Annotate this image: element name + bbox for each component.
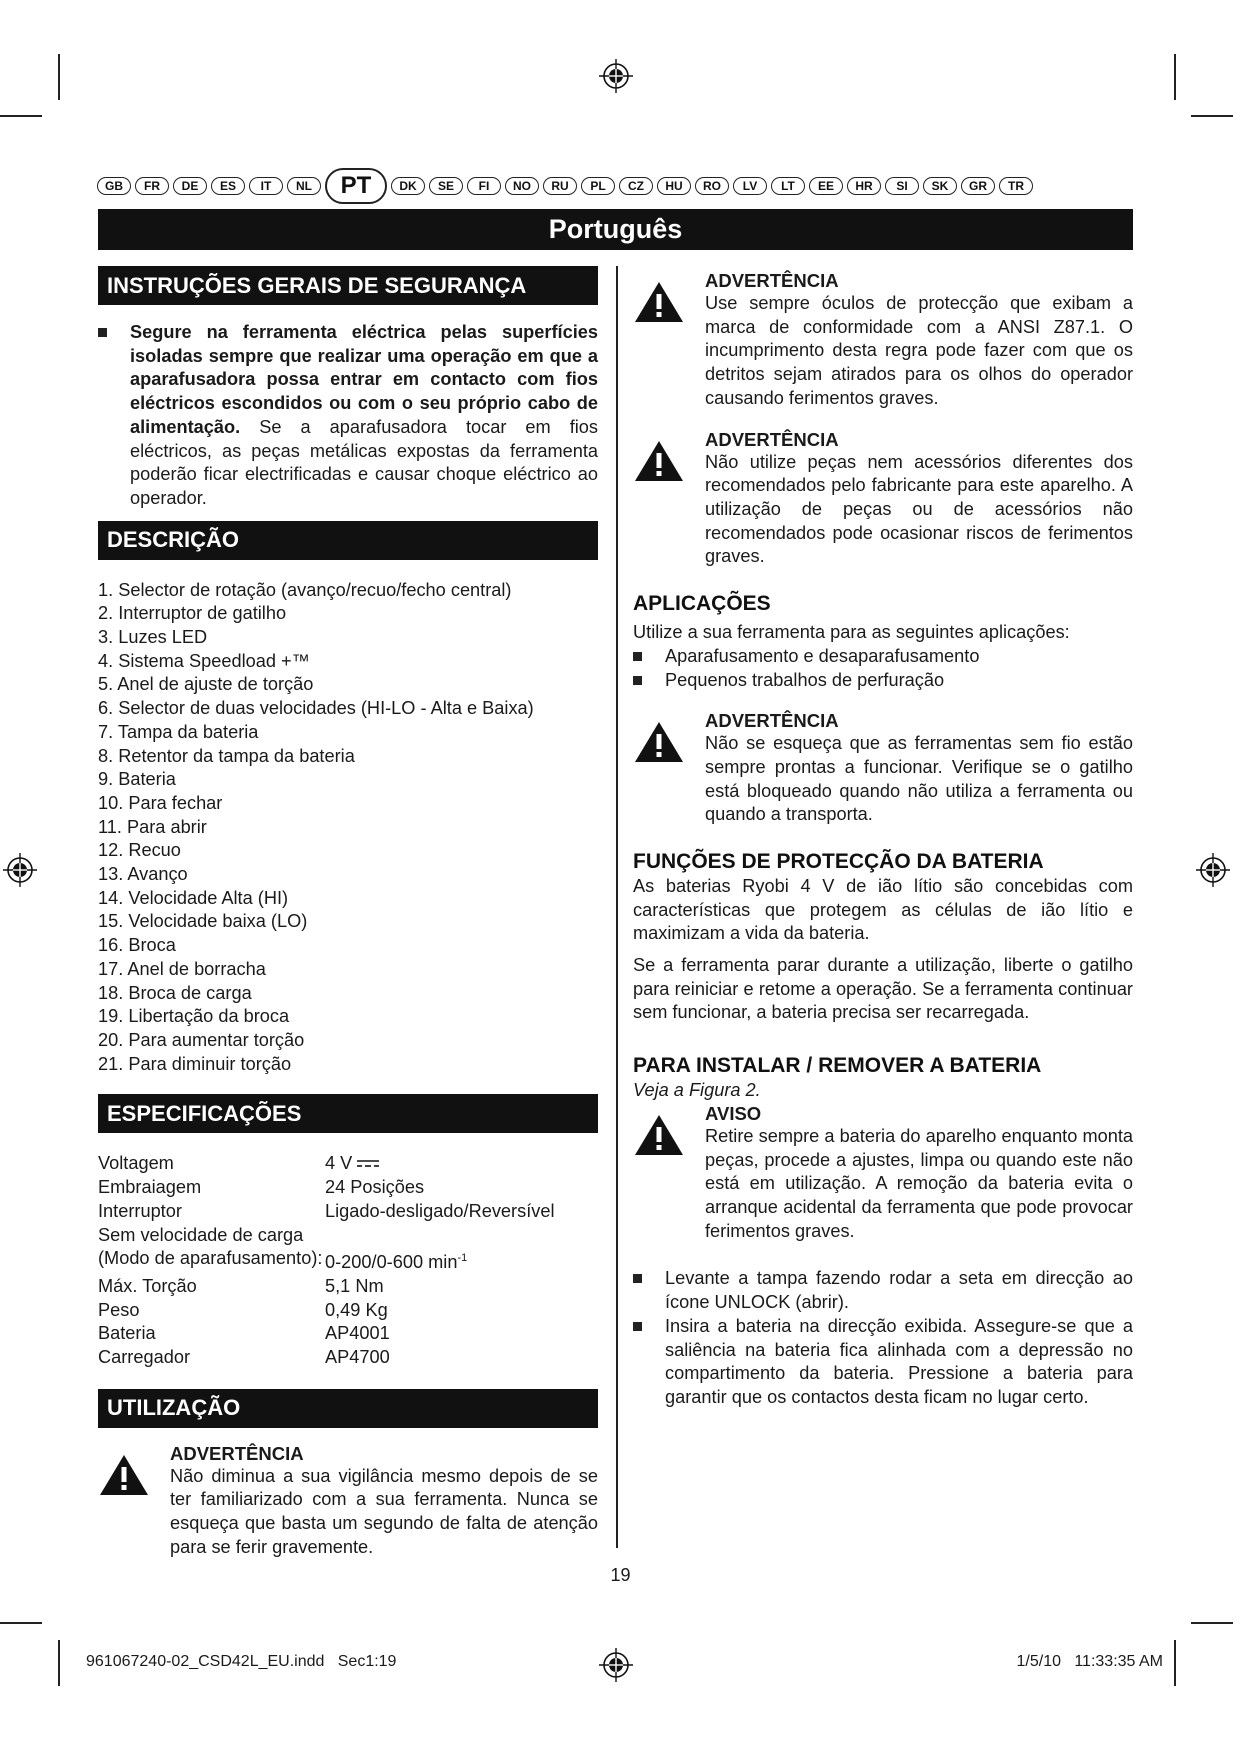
spec-value <box>325 1346 598 1370</box>
spec-value <box>325 1247 598 1275</box>
application-item-text: Pequenos trabalhos de perfuração <box>665 670 945 691</box>
spec-value <box>325 1224 598 1248</box>
language-si: SI <box>885 177 919 195</box>
spec-row <box>98 1247 598 1275</box>
left-column <box>98 266 598 1560</box>
description-item: 19. Libertação da broca <box>98 1006 290 1027</box>
spec-label: Carregador <box>98 1347 190 1368</box>
page-title: Português <box>98 209 1133 250</box>
warning-triangle-icon <box>633 429 705 570</box>
description-item: 6. Selector de duas velocidades (HI-LO - Alta e Baixa) <box>98 698 534 719</box>
description-item: 2. Interruptor de gatilho <box>98 603 287 624</box>
warning-triangle-icon <box>633 710 705 827</box>
bullet-square-icon <box>633 1315 665 1410</box>
language-selector <box>97 166 1137 206</box>
spec-row <box>98 1224 598 1248</box>
language-tr: TR <box>999 177 1033 195</box>
language-hr: HR <box>847 177 881 195</box>
specs-table <box>98 1152 598 1369</box>
spec-value <box>325 1275 598 1299</box>
language-hu: HU <box>657 177 691 195</box>
language-ro: RO <box>695 177 729 195</box>
spec-value <box>325 1176 598 1200</box>
language-ru: RU <box>543 177 577 195</box>
spec-label: Sem velocidade de carga <box>98 1224 304 1245</box>
spec-label: Interruptor <box>98 1200 182 1221</box>
spec-superscript: -1 <box>457 1252 468 1265</box>
language-cz: CZ <box>619 177 653 195</box>
install-warning <box>633 1103 1133 1244</box>
warning-triangle-icon <box>633 1103 705 1244</box>
dc-current-icon <box>356 1157 380 1169</box>
language-gb: GB <box>97 177 131 195</box>
spec-row <box>98 1200 598 1224</box>
spec-value <box>325 1299 598 1323</box>
description-item: 13. Avanço <box>98 864 188 885</box>
spec-value-text: 0,49 Kg <box>325 1299 388 1320</box>
spec-row <box>98 1299 598 1323</box>
language-pt: PT <box>325 168 387 204</box>
safety-text: Se a aparafusadora tocar em fios eléctricos, as peças metálicas expostas da ferramenta poderão ficar electrificadas e causar choque eléctrico ao operador. <box>130 416 598 508</box>
warning-text: Não se esqueça que as ferramentas sem fio estão sempre prontas a funcionar. Verifique se o gatilho está bloqueado quando não utiliza a ferramenta ou quando a transporta. <box>705 733 1133 825</box>
language-fr: FR <box>135 177 169 195</box>
description-list <box>98 579 598 1077</box>
application-item <box>633 645 1133 670</box>
warning-eye-protection <box>633 270 1133 411</box>
description-item: 21. Para diminuir torção <box>98 1053 292 1074</box>
specs-heading: ESPECIFICAÇÕES <box>98 1094 598 1133</box>
battery-protection-p1: As baterias Ryobi 4 V de ião lítio são concebidas com características que protegem as células de ião lítio e maximizam a vida da bateria. <box>633 875 1133 944</box>
usage-warning-label: ADVERTÊNCIA <box>170 1442 304 1464</box>
spec-value <box>325 1152 598 1176</box>
safety-bold-text: Segure na ferramenta eléctrica pelas superfícies isoladas sempre que realizar uma operação em que a aparafusadora possa entrar em contacto com fios eléctricos escondidos ou com o seu próprio cabo de alimentação. <box>130 322 598 437</box>
warning-label: AVISO <box>705 1102 762 1124</box>
warning-text: Use sempre óculos de protecção que exibam a marca de conformidade com a ANSI Z87.1. O incumprimento desta regra pode fazer com que os detritos sejam atirados para os olhos do operador causando ferimentos graves. <box>705 293 1133 408</box>
description-item: 14. Velocidade Alta (HI) <box>98 887 289 908</box>
usage-warning-text: Não diminua a sua vigilância mesmo depois de se ter familiarizado com a sua ferramenta. Nunca se esqueça que basta um segundo de falta de atenção para se ferir gravemente. <box>170 1465 598 1557</box>
usage-heading: UTILIZAÇÃO <box>98 1389 598 1428</box>
column-divider <box>616 266 618 1548</box>
language-es: ES <box>211 177 245 195</box>
install-step-text: Insira a bateria na direcção exibida. Assegure-se que a saliência na bateria fica alinhada com a depressão no compartimento da bateria. Pressione a bateria para garantir que os contactos desta ficam no lugar certo. <box>665 1315 1133 1407</box>
footer-timestamp: 1/5/10 11:33:35 AM <box>1016 1653 1163 1670</box>
language-dk: DK <box>391 177 425 195</box>
description-item: 5. Anel de ajuste de torção <box>98 674 314 695</box>
spec-value-text: 4 V <box>325 1153 353 1174</box>
warning-label: ADVERTÊNCIA <box>705 428 839 450</box>
applications-intro: Utilize a sua ferramenta para as seguintes aplicações: <box>633 622 1070 643</box>
language-de: DE <box>173 177 207 195</box>
description-item: 3. Luzes LED <box>98 627 208 648</box>
language-nl: NL <box>287 177 321 195</box>
spec-value-text: Ligado-desligado/Reversível <box>325 1200 555 1221</box>
install-steps <box>633 1267 1133 1409</box>
usage-warning <box>98 1443 598 1560</box>
install-step <box>633 1267 1133 1314</box>
language-ee: EE <box>809 177 843 195</box>
bullet-square-icon <box>633 1267 665 1314</box>
language-lv: LV <box>733 177 767 195</box>
spec-label: Bateria <box>98 1323 156 1344</box>
description-item: 18. Broca de carga <box>98 982 252 1003</box>
safety-bullet <box>98 321 598 511</box>
spec-label: Voltagem <box>98 1153 174 1174</box>
install-step-text: Levante a tampa fazendo rodar a seta em direcção ao ícone UNLOCK (abrir). <box>665 1268 1133 1313</box>
bullet-square-icon <box>633 669 665 694</box>
spec-value-text: 0-200/0-600 min <box>325 1252 458 1273</box>
warning-accessories <box>633 429 1133 570</box>
spec-row <box>98 1275 598 1299</box>
language-se: SE <box>429 177 463 195</box>
description-item: 10. Para fechar <box>98 792 223 813</box>
right-column <box>633 270 1133 1410</box>
description-item: 15. Velocidade baixa (LO) <box>98 911 308 932</box>
bullet-square-icon <box>98 321 130 511</box>
applications-list <box>633 645 1133 694</box>
battery-protection-p2: Se a ferramenta parar durante a utilização, liberte o gatilho para reiniciar e retome a operação. Se a ferramenta continuar sem funcionar, a bateria precisa ser recarregada. <box>633 955 1133 1023</box>
language-no: NO <box>505 177 539 195</box>
description-item: 16. Broca <box>98 935 176 956</box>
registration-mark-icon <box>1196 853 1230 887</box>
description-item: 12. Recuo <box>98 840 181 861</box>
spec-label: Peso <box>98 1299 140 1320</box>
registration-mark-icon <box>599 1648 633 1682</box>
language-it: IT <box>249 177 283 195</box>
warning-cordless-ready <box>633 710 1133 827</box>
language-gr: GR <box>961 177 995 195</box>
language-fi: FI <box>467 177 501 195</box>
page-number: 19 <box>610 1565 631 1585</box>
spec-value-text: AP4700 <box>325 1347 390 1368</box>
registration-mark-icon <box>599 59 633 93</box>
spec-value-text: AP4001 <box>325 1323 390 1344</box>
install-step <box>633 1315 1133 1410</box>
spec-label: Embraiagem <box>98 1177 202 1198</box>
warning-label: ADVERTÊNCIA <box>705 270 839 291</box>
spec-row <box>98 1346 598 1370</box>
spec-label: (Modo de aparafusamento): <box>98 1248 323 1269</box>
description-item: 11. Para abrir <box>98 816 207 837</box>
description-item: 4. Sistema Speedload +™ <box>98 650 310 671</box>
spec-value-text: 24 Posições <box>325 1177 425 1198</box>
warning-label: ADVERTÊNCIA <box>705 710 839 732</box>
footer-file-info: 961067240-02_CSD42L_EU.indd Sec1:19 <box>86 1653 397 1670</box>
description-item: 1. Selector de rotação (avanço/recuo/fecho central) <box>98 579 512 600</box>
language-lt: LT <box>771 177 805 195</box>
application-item-text: Aparafusamento e desaparafusamento <box>665 645 980 666</box>
spec-row <box>98 1152 598 1176</box>
warning-text: Retire sempre a bateria do aparelho enquanto monta peças, procede a ajustes, limpa ou quando este não está em utilização. A remoção da bateria evita o arranque acidental da ferramenta que pode provocar ferimentos graves. <box>705 1125 1133 1241</box>
description-item: 9. Bateria <box>98 769 176 790</box>
spec-row <box>98 1322 598 1346</box>
warning-triangle-icon <box>633 270 705 411</box>
safety-paragraph <box>130 321 598 511</box>
spec-value <box>325 1322 598 1346</box>
description-item: 7. Tampa da bateria <box>98 721 259 742</box>
install-heading: PARA INSTALAR / REMOVER A BATERIA <box>633 1054 1042 1078</box>
bullet-square-icon <box>633 645 665 670</box>
language-pl: PL <box>581 177 615 195</box>
safety-heading: INSTRUÇÕES GERAIS DE SEGURANÇA <box>98 266 598 305</box>
warning-triangle-icon <box>98 1443 170 1560</box>
applications-heading: APLICAÇÕES <box>633 592 771 616</box>
warning-text: Não utilize peças nem acessórios diferentes dos recomendados pelo fabricante para este aparelho. A utilização de peças ou de acessórios não recomendados pode ocasionar riscos de ferimentos graves. <box>705 451 1133 567</box>
description-item: 17. Anel de borracha <box>98 958 266 979</box>
battery-protection-heading: FUNÇÕES DE PROTECÇÃO DA BATERIA <box>633 849 1044 873</box>
figure-reference: Veja a Figura 2. <box>633 1080 761 1101</box>
spec-value <box>325 1200 598 1224</box>
description-item: 20. Para aumentar torção <box>98 1029 305 1050</box>
spec-row <box>98 1176 598 1200</box>
language-sk: SK <box>923 177 957 195</box>
description-item: 8. Retentor da tampa da bateria <box>98 745 355 766</box>
spec-value-text: 5,1 Nm <box>325 1275 384 1296</box>
registration-mark-icon <box>3 853 37 887</box>
application-item <box>633 669 1133 694</box>
description-heading: DESCRIÇÃO <box>98 521 598 560</box>
spec-label: Máx. Torção <box>98 1275 197 1296</box>
